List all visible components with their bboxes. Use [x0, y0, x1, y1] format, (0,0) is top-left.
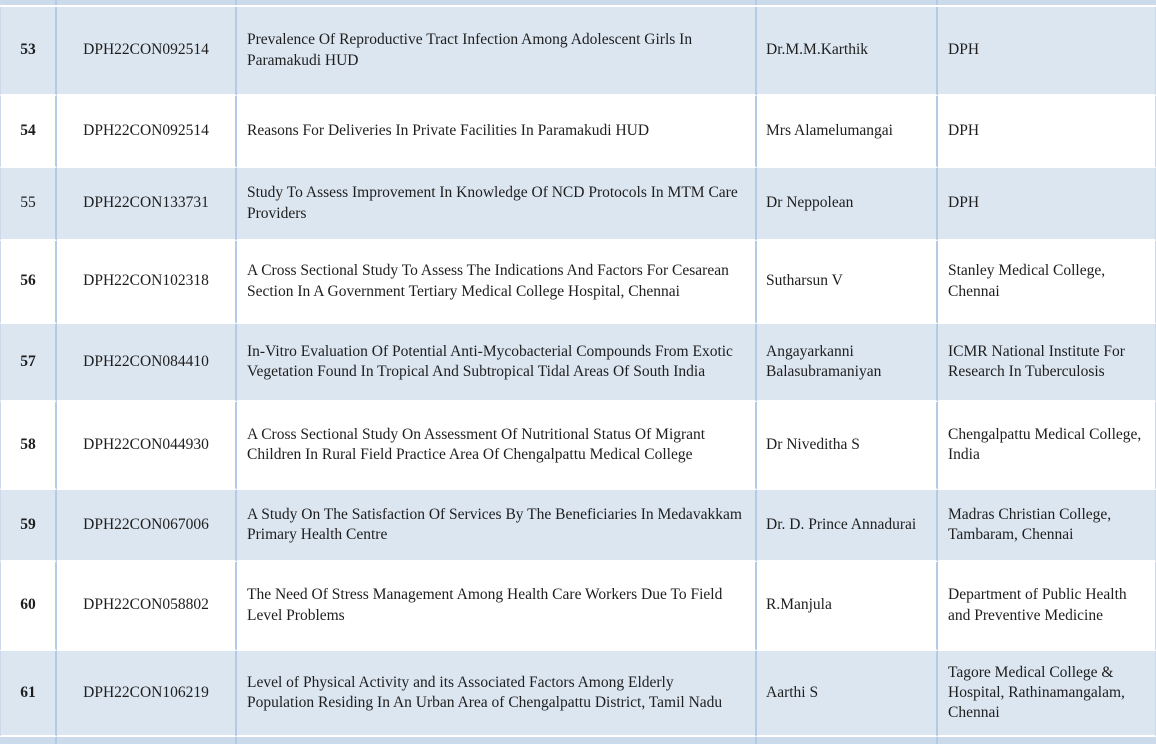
- institution-cell: DPH: [938, 96, 1156, 168]
- partial-cell: [0, 0, 57, 5]
- project-id-cell: DPH22CON092514: [57, 96, 237, 168]
- serial-number-cell: 57: [0, 324, 57, 402]
- table-row: [0, 241, 1156, 324]
- study-title-cell: Reasons For Deliveries In Private Facilities In Paramakudi HUD: [237, 96, 757, 168]
- partial-cell: [237, 737, 757, 744]
- partial-row-bottom: [0, 737, 1156, 744]
- project-id-cell: DPH22CON102318: [57, 241, 237, 324]
- project-id-cell: DPH22CON092514: [57, 7, 237, 96]
- study-title-cell: A Cross Sectional Study To Assess The Indications And Factors For Cesarean Section In A Government Tertiary Medical College Hospital, Chennai: [237, 241, 757, 324]
- project-id-cell: DPH22CON044930: [57, 402, 237, 490]
- institution-cell: Stanley Medical College, Chennai: [938, 241, 1156, 324]
- serial-number-cell: 53: [0, 7, 57, 96]
- project-id-cell: DPH22CON058802: [57, 562, 237, 651]
- investigator-cell: Angayarkanni Balasubramaniyan: [757, 324, 938, 402]
- study-title-cell: A Study On The Satisfaction Of Services By The Beneficiaries In Medavakkam Primary Health Centre: [237, 490, 757, 562]
- investigator-cell: Dr. D. Prince Annadurai: [757, 490, 938, 562]
- investigator-cell: R.Manjula: [757, 562, 938, 651]
- investigator-cell: Dr.M.M.Karthik: [757, 7, 938, 96]
- table-row: [0, 7, 1156, 96]
- institution-cell: Department of Public Health and Preventive Medicine: [938, 562, 1156, 651]
- serial-number-cell: 60: [0, 562, 57, 651]
- investigator-cell: Sutharsun V: [757, 241, 938, 324]
- institution-cell: DPH: [938, 7, 1156, 96]
- institution-cell: Chengalpattu Medical College, India: [938, 402, 1156, 490]
- serial-number-cell: 61: [0, 651, 57, 737]
- table-row: [0, 168, 1156, 241]
- partial-cell: [57, 0, 237, 5]
- serial-number-cell: 58: [0, 402, 57, 490]
- partial-row-top: [0, 0, 1156, 7]
- study-title-cell: Study To Assess Improvement In Knowledge Of NCD Protocols In MTM Care Providers: [237, 168, 757, 241]
- study-title-cell: The Need Of Stress Management Among Health Care Workers Due To Field Level Problems: [237, 562, 757, 651]
- institution-cell: Tagore Medical College & Hospital, Rathinamangalam, Chennai: [938, 651, 1156, 737]
- table-row: [0, 651, 1156, 737]
- partial-cell: [237, 0, 757, 5]
- table-row: [0, 402, 1156, 490]
- study-title-cell: Prevalence Of Reproductive Tract Infection Among Adolescent Girls In Paramakudi HUD: [237, 7, 757, 96]
- project-id-cell: DPH22CON106219: [57, 651, 237, 737]
- project-id-cell: DPH22CON084410: [57, 324, 237, 402]
- study-title-cell: Level of Physical Activity and its Associated Factors Among Elderly Population Residing In An Urban Area of Chengalpattu District, Tamil Nadu: [237, 651, 757, 737]
- institution-cell: DPH: [938, 168, 1156, 241]
- institution-cell: Madras Christian College, Tambaram, Chennai: [938, 490, 1156, 562]
- studies-table: [0, 7, 1156, 737]
- table-row: [0, 324, 1156, 402]
- serial-number-cell: 55: [0, 168, 57, 241]
- partial-cell: [757, 737, 938, 744]
- serial-number-cell: 54: [0, 96, 57, 168]
- table-row: [0, 490, 1156, 562]
- partial-cell: [938, 737, 1156, 744]
- study-title-cell: In-Vitro Evaluation Of Potential Anti-Mycobacterial Compounds From Exotic Vegetation Found In Tropical And Subtropical Tidal Areas Of South India: [237, 324, 757, 402]
- institution-cell: ICMR National Institute For Research In Tuberculosis: [938, 324, 1156, 402]
- investigator-cell: Dr Niveditha S: [757, 402, 938, 490]
- project-id-cell: DPH22CON133731: [57, 168, 237, 241]
- partial-cell: [0, 737, 57, 744]
- partial-cell: [757, 0, 938, 5]
- table-row: [0, 562, 1156, 651]
- study-title-cell: A Cross Sectional Study On Assessment Of Nutritional Status Of Migrant Children In Rural Field Practice Area Of Chengalpattu Medical College: [237, 402, 757, 490]
- table-row: [0, 96, 1156, 168]
- partial-cell: [938, 0, 1156, 5]
- project-id-cell: DPH22CON067006: [57, 490, 237, 562]
- serial-number-cell: 59: [0, 490, 57, 562]
- studies-table-body: [0, 7, 1156, 737]
- investigator-cell: Dr Neppolean: [757, 168, 938, 241]
- partial-cell: [57, 737, 237, 744]
- investigator-cell: Aarthi S: [757, 651, 938, 737]
- investigator-cell: Mrs Alamelumangai: [757, 96, 938, 168]
- serial-number-cell: 56: [0, 241, 57, 324]
